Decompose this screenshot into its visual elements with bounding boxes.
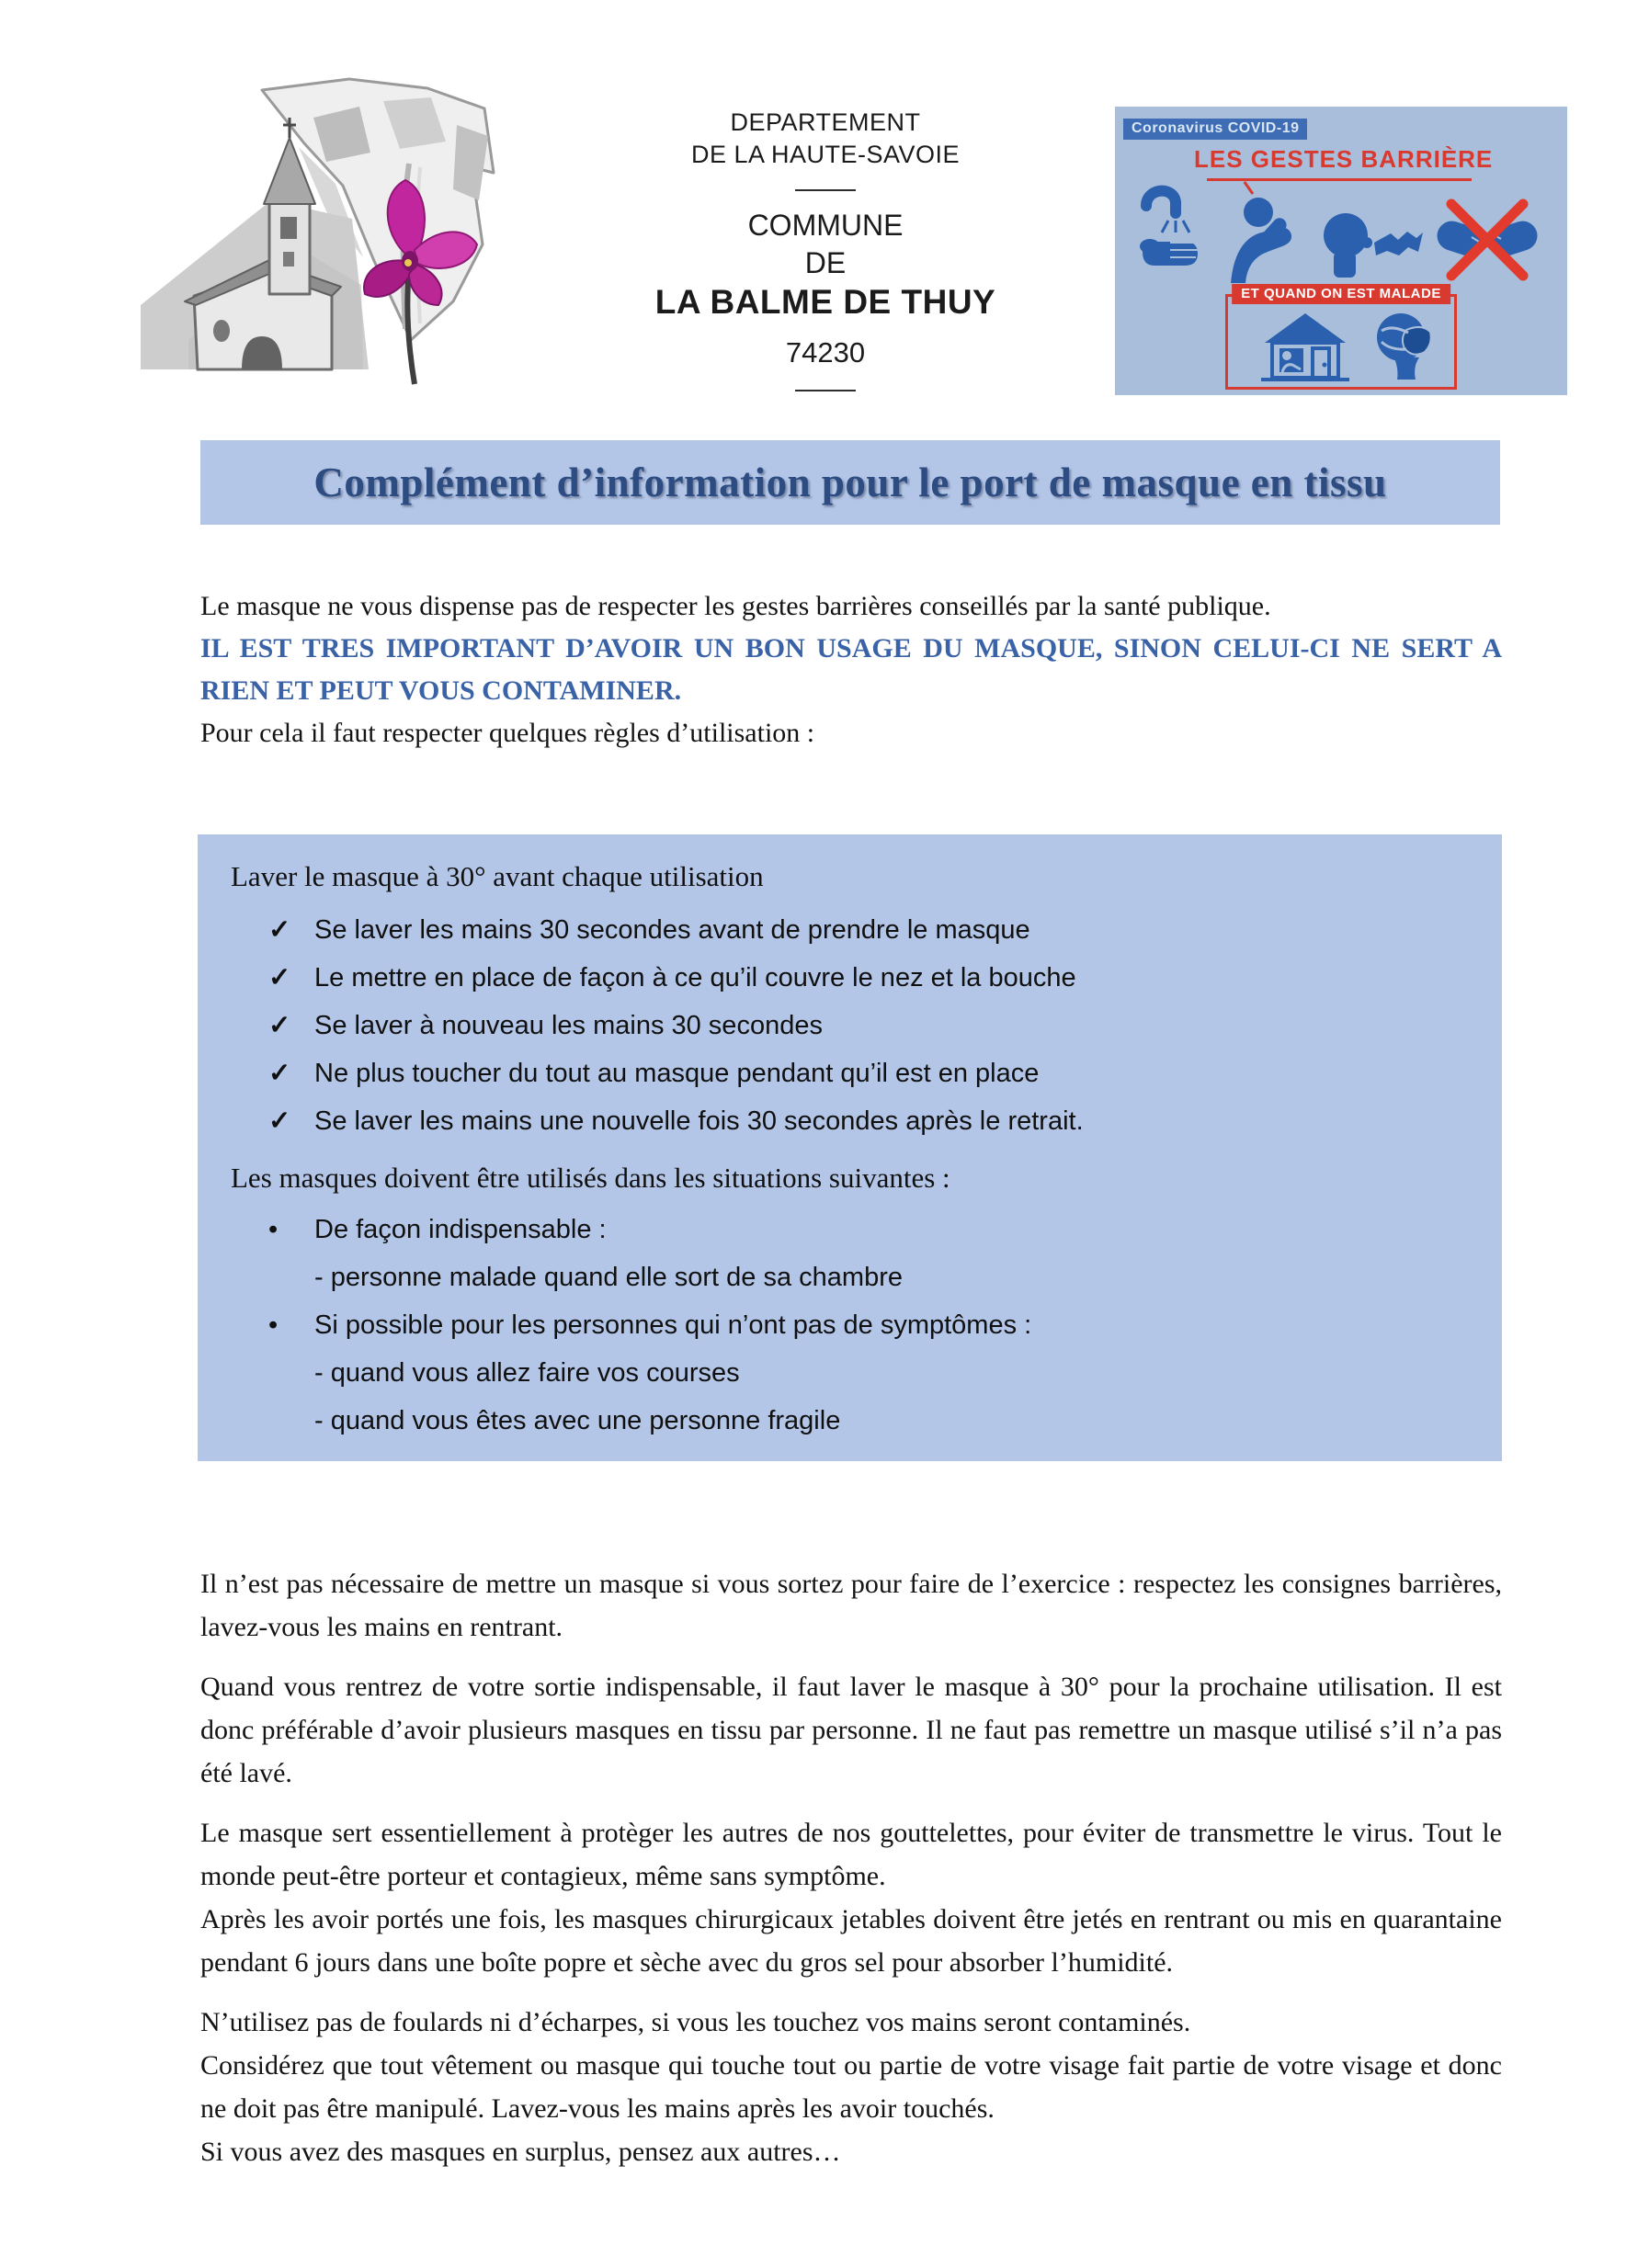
poster-underline-tail [1244, 181, 1255, 195]
body-paragraph: Après les avoir portés une fois, les masques chirurgicaux jetables doivent être jetés en rentrant ou mis en quarantaine pendant 6 jours dans une boîte popre et sèche avec du gros sel pour absorber l’humidité. [200, 1904, 1502, 1978]
body-paragraph: Quand vous rentrez de votre sortie indispensable, il faut laver le masque à 30° pour la prochaine utilisation. Il est donc préférable d’avoir plusieurs masques en tissu par personne. Il ne faut pas remettre un masque utilisé s’il n’a pas été lavé. [200, 1672, 1502, 1788]
bullet-item [268, 1309, 1465, 1342]
department-line2: DE LA HAUTE-SAVOIE [690, 141, 961, 168]
bullet-item-text: De façon indispensable : [314, 1215, 607, 1244]
body-paragraph: Considérez que tout vêtement ou masque qui touche tout ou partie de votre visage fait partie de votre visage et donc ne doit pas être manipulé. Lavez-vous les mains après les avoir touchés. [200, 2050, 1502, 2124]
commune-de: DE [804, 246, 847, 279]
list-item-text: Se laver les mains 30 secondes avant de prendre le masque [314, 915, 1030, 945]
intro-rules-lead: Pour cela il faut respecter quelques règles d’utilisation : [200, 718, 815, 748]
sub-item: - quand vous allez faire vos courses [314, 1358, 740, 1388]
list-item [268, 961, 1465, 994]
list-item [268, 1105, 1465, 1138]
poster-badge: Coronavirus COVID-19 [1123, 119, 1307, 140]
no-handshake-icon [1433, 195, 1541, 285]
commune-logo [133, 64, 519, 388]
divider [795, 390, 856, 391]
page-title: Complément d’information pour le port de masque en tissu [313, 459, 1387, 505]
info-box [198, 834, 1502, 1461]
body-section [200, 1562, 1502, 2173]
check-icon: ✓ [268, 1059, 291, 1088]
bullet-icon: • [268, 1310, 279, 1340]
cough-elbow-icon [1227, 197, 1304, 283]
stay-home-icon [1261, 312, 1349, 383]
check-icon: ✓ [268, 1011, 291, 1040]
list-item-text: Se laver à nouveau les mains 30 secondes [314, 1011, 823, 1040]
body-paragraph: Le masque sert essentiellement à protèger les autres de nos gouttelettes, pour éviter de transmettre le virus. Tout le monde peut-être porteur et contagieux, même sans symptôme. [200, 1818, 1502, 1891]
postal-code: 74230 [785, 336, 866, 369]
poster-underline [1207, 178, 1472, 181]
church-cliff-flower-illustration [133, 64, 519, 388]
situations-title: Les masques doivent être utilisés dans les situations suivantes : [231, 1162, 950, 1194]
commune-label: COMMUNE [747, 209, 904, 242]
poster-title: LES GESTES BARRIÈRE [1194, 145, 1494, 173]
body-paragraph: N’utilisez pas de foulards ni d’écharpes, si vous les touchez vos mains seront contaminés. [200, 2007, 1191, 2037]
when-sick-box [1225, 286, 1457, 390]
tissue-icon [1321, 210, 1426, 278]
check-icon: ✓ [268, 963, 291, 992]
intro-paragraph: Le masque ne vous dispense pas de respecter les gestes barrières conseillés par la santé publique. [200, 591, 1271, 621]
covid-poster [1115, 107, 1567, 395]
list-item-text: Se laver les mains une nouvelle fois 30 secondes après le retrait. [314, 1106, 1084, 1136]
check-icon: ✓ [268, 1106, 291, 1136]
list-item [268, 1009, 1465, 1042]
list-item [268, 1057, 1465, 1090]
intro-section [200, 585, 1502, 754]
handwash-icon [1133, 178, 1207, 281]
sub-item: - personne malade quand elle sort de sa chambre [314, 1263, 903, 1292]
when-sick-label: ET QUAND ON EST MALADE [1232, 284, 1450, 304]
check-icon: ✓ [268, 915, 291, 945]
body-paragraph: Si vous avez des masques en surplus, pensez aux autres… [200, 2137, 841, 2167]
bullet-icon: • [268, 1215, 279, 1244]
bullet-item-text: Si possible pour les personnes qui n’ont pas de symptômes : [314, 1310, 1032, 1340]
department-line1: DEPARTEMENT [730, 108, 921, 136]
face-mask-icon [1373, 312, 1434, 381]
wash-title: Laver le masque à 30° avant chaque utilisation [231, 860, 764, 892]
list-item-text: Le mettre en place de façon à ce qu’il couvre le nez et la bouche [314, 963, 1076, 992]
intro-warning: IL EST TRES IMPORTANT D’AVOIR UN BON USAGE DU MASQUE, SINON CELUI-CI NE SERT A RIEN ET PEUT VOUS CONTAMINER. [200, 633, 1502, 706]
title-banner [200, 440, 1500, 525]
bullet-item [268, 1213, 1465, 1246]
body-paragraph: Il n’est pas nécessaire de mettre un masque si vous sortez pour faire de l’exercice : respectez les consignes barrières, lavez-vous les mains en rentrant. [200, 1569, 1502, 1642]
list-item [268, 913, 1465, 947]
list-item-text: Ne plus toucher du tout au masque pendant qu’il est en place [314, 1059, 1040, 1088]
sub-item: - quand vous êtes avec une personne fragile [314, 1406, 841, 1435]
divider [795, 189, 856, 191]
commune-name: LA BALME DE THUY [654, 283, 996, 321]
letterhead [577, 107, 1074, 406]
